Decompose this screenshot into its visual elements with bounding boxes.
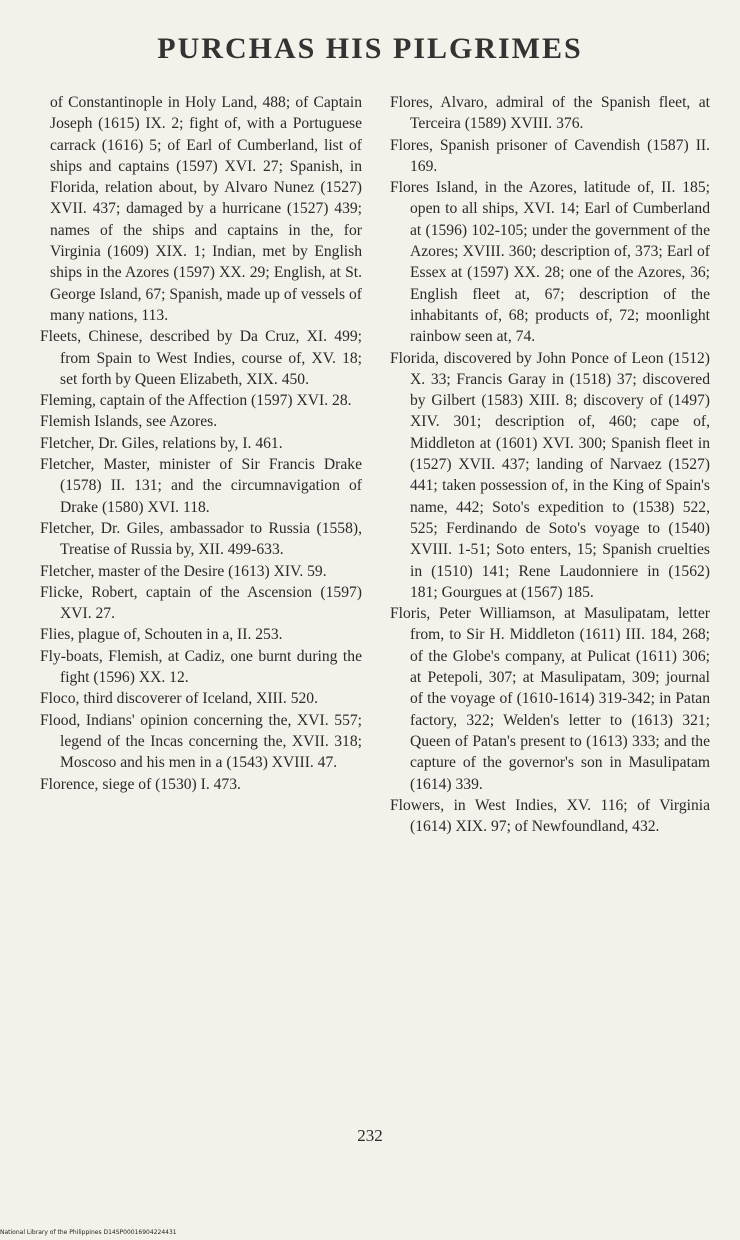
index-entry: Flores, Spanish prisoner of Cavendish (1587) II. 169.: [390, 136, 710, 175]
index-entry: Fletcher, Dr. Giles, ambassador to Russia (1558), Treatise of Russia by, XII. 499-633.: [40, 519, 362, 559]
index-column-right: [390, 92, 710, 837]
index-entry: Flicke, Robert, captain of the Ascension (1597) XVI. 27.: [40, 583, 362, 623]
index-entry: Fletcher, Dr. Giles, relations by, I. 461.: [40, 434, 283, 452]
index-entry: Flies, plague of, Schouten in a, II. 253.: [40, 626, 283, 644]
index-entry: Flores Island, in the Azores, latitude of, II. 185; open to all ships, XVI. 14; Earl of Cumberland at (1596) 102-105; under the government of the Azores; XVIII. 360; description of, 373; Earl of Essex at (1597) XX. 28; one of the Azores, 36; English fleet at, 67; description of the inhabitants of, 68; products of, 72; moonlight rainbow seen at, 74.: [390, 179, 710, 346]
index-entry: Flowers, in West Indies, XV. 116; of Virginia (1614) XIX. 97; of Newfoundland, 432.: [390, 796, 710, 836]
index-entry: Flores, Alvaro, admiral of the Spanish fleet, at Terceira (1589) XVIII. 376.: [390, 94, 710, 133]
scan-footer: National Library of the Philippines D14SP00016904224431: [0, 1229, 177, 1236]
index-entry: Flemish Islands, see Azores.: [40, 413, 218, 431]
index-entry: Fletcher, Master, minister of Sir Francis Drake (1578) II. 131; and the circumnavigation of Drake (1580) XVI. 118.: [40, 456, 362, 516]
index-entry: Florida, discovered by John Ponce of Leon (1512) X. 33; Francis Garay in (1518) 37; discovered by Gilbert (1583) XIII. 8; discovery of (1497) XIV. 301; description of, 460; cape of, Middleton at (1601) XVI. 300; Spanish fleet in (1527) XVII. 437; landing of Narvaez (1527) 441; taken possession of, in the King of Spain's name, 442; Soto's expedition to (1538) 522, 525; Ferdinando de Soto's voyage to (1540) XVIII. 1-51; Soto enters, 15; Spanish cruelties in (1510) 141; Rene Laudonniere in (1562) 181; Gourgues at (1567) 185.: [390, 349, 710, 601]
index-column-left: [40, 92, 362, 795]
index-entry: of Constantinople in Holy Land, 488; of Captain Joseph (1615) IX. 2; fight of, with a Portuguese carrack (1616) 5; of Earl of Cumberland, list of ships and captains (1597) XVI. 27; Spanish, in Florida, relation about, by Alvaro Nunez (1527) XVII. 437; damaged by a hurricane (1527) 439; names of the ships and captains in the, for Virginia (1609) XIX. 1; Indian, met by English ships in the Azores (1597) XX. 29; English, at St. George Island, 67; Spanish, made up of vessels of many nations, 113.: [50, 94, 362, 324]
index-entry: Fleming, captain of the Affection (1597) XVI. 28.: [40, 392, 352, 410]
index-entry: Fletcher, master of the Desire (1613) XIV. 59.: [40, 562, 327, 580]
index-entry: Fly-boats, Flemish, at Cadiz, one burnt during the fight (1596) XX. 12.: [40, 647, 362, 687]
page-number: 232: [357, 1126, 383, 1145]
index-entry: Florence, siege of (1530) I. 473.: [40, 775, 241, 793]
index-entry: Floco, third discoverer of Iceland, XIII. 520.: [40, 690, 318, 708]
page-title: PURCHAS HIS PILGRIMES: [157, 32, 583, 65]
index-entry: Fleets, Chinese, described by Da Cruz, XI. 499; from Spain to West Indies, course of, XV. 18; set forth by Queen Elizabeth, XIX. 450.: [40, 328, 362, 388]
index-entry: Flood, Indians' opinion concerning the, XVI. 557; legend of the Incas concerning the, XVII. 318; Moscoso and his men in a (1543) XVIII. 47.: [40, 711, 362, 772]
index-entry: Floris, Peter Williamson, at Masulipatam, letter from, to Sir H. Middleton (1611) III. 184, 268; of the Globe's company, at Pulicat (1611) 306; at Petepoli, 307; at Masulipatam, 309; journal of the voyage of (1610-1614) 319-342; in Patan factory, 322; Welden's letter to (1613) 321; Queen of Patan's present to (1613) 333; and the capture of the governor's son in Masulipatam (1614) 339.: [390, 605, 710, 793]
